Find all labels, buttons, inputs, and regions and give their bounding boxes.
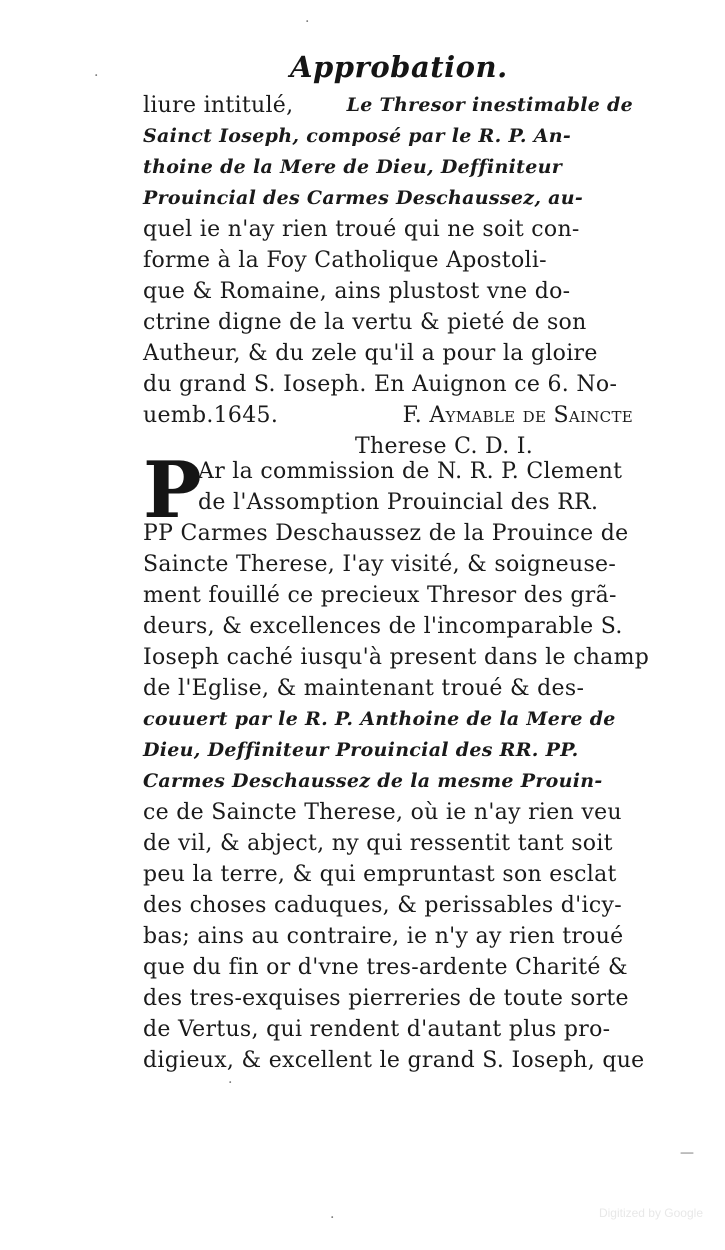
text-line: digieux, & excellent le grand S. Ioseph, que	[143, 1048, 645, 1073]
text-line: ce de Saincte Therese, où ie n'ay rien veu	[143, 800, 622, 825]
text-line: couuert par le R. P. Anthoine de la Mere de	[143, 708, 616, 730]
speck-mark: ·	[228, 1075, 233, 1091]
signature-line	[143, 400, 633, 431]
text-line: des choses caduques, & perissables d'icy-	[143, 893, 622, 918]
text-line: thoine de la Mere de Dieu, Deffiniteur	[143, 156, 563, 178]
text-line: quel ie n'ay rien troué qui ne soit con-	[143, 217, 580, 242]
text-line: Ar la commission de N. R. P. Clement	[198, 459, 623, 484]
text-line: Saincte Therese, I'ay visité, & soigneuse-	[143, 552, 617, 577]
text-line: du grand S. Ioseph. En Auignon ce 6. No-	[143, 372, 618, 397]
text-line: liure intitulé, Le Thresor inestimable de	[143, 93, 633, 118]
text-line: que & Romaine, ains plustost vne do-	[143, 279, 571, 304]
signature: F. Aymable de Saincte	[402, 403, 633, 428]
speck-mark: —	[680, 1145, 694, 1161]
text-line: Dieu, Deffiniteur Prouincial des RR. PP.	[143, 739, 579, 761]
text-line: Carmes Deschaussez de la mesme Prouin-	[143, 770, 603, 792]
text-line: forme à la Foy Catholique Apostoli-	[143, 248, 547, 273]
date: uemb.1645.	[143, 403, 279, 428]
page-header: Approbation.	[290, 50, 508, 84]
text-line: Prouincial des Carmes Deschaussez, au-	[143, 187, 584, 209]
text-line: de l'Assomption Prouincial des RR.	[198, 490, 599, 515]
text-line: ctrine digne de la vertu & pieté de son	[143, 310, 587, 335]
text-line: ment fouillé ce precieux Thresor des grã-	[143, 583, 617, 608]
text-line: de vil, & abject, ny qui ressentit tant soit	[143, 831, 613, 856]
text-line: de Vertus, qui rendent d'autant plus pro-	[143, 1017, 611, 1042]
speck-mark: ·	[305, 14, 310, 30]
speck-mark: ·	[330, 1210, 335, 1226]
text-line: peu la terre, & qui empruntast son esclat	[143, 862, 617, 887]
text-line: Autheur, & du zele qu'il a pour la gloire	[143, 341, 598, 366]
approbation-1	[143, 90, 633, 462]
text-line: deurs, & excellences de l'incomparable S.	[143, 614, 623, 639]
text-line: Sainct Ioseph, composé par le R. P. An-	[143, 125, 572, 147]
text-line: Ioseph caché iusqu'à present dans le champ	[143, 645, 650, 670]
text-line: bas; ains au contraire, ie n'y ay rien troué	[143, 924, 624, 949]
text-line: que du fin or d'vne tres-ardente Charité &	[143, 955, 628, 980]
text-line: PP Carmes Deschaussez de la Prouince de	[143, 521, 629, 546]
drop-cap: P	[143, 445, 202, 536]
speck-mark: ·	[94, 68, 99, 84]
watermark: Digitized by Google	[598, 1206, 703, 1220]
signature-cont: Therese C. D. I.	[355, 434, 534, 459]
text-line: des tres-exquises pierreries de toute sorte	[143, 986, 629, 1011]
text-line: de l'Eglise, & maintenant troué & des-	[143, 676, 585, 701]
